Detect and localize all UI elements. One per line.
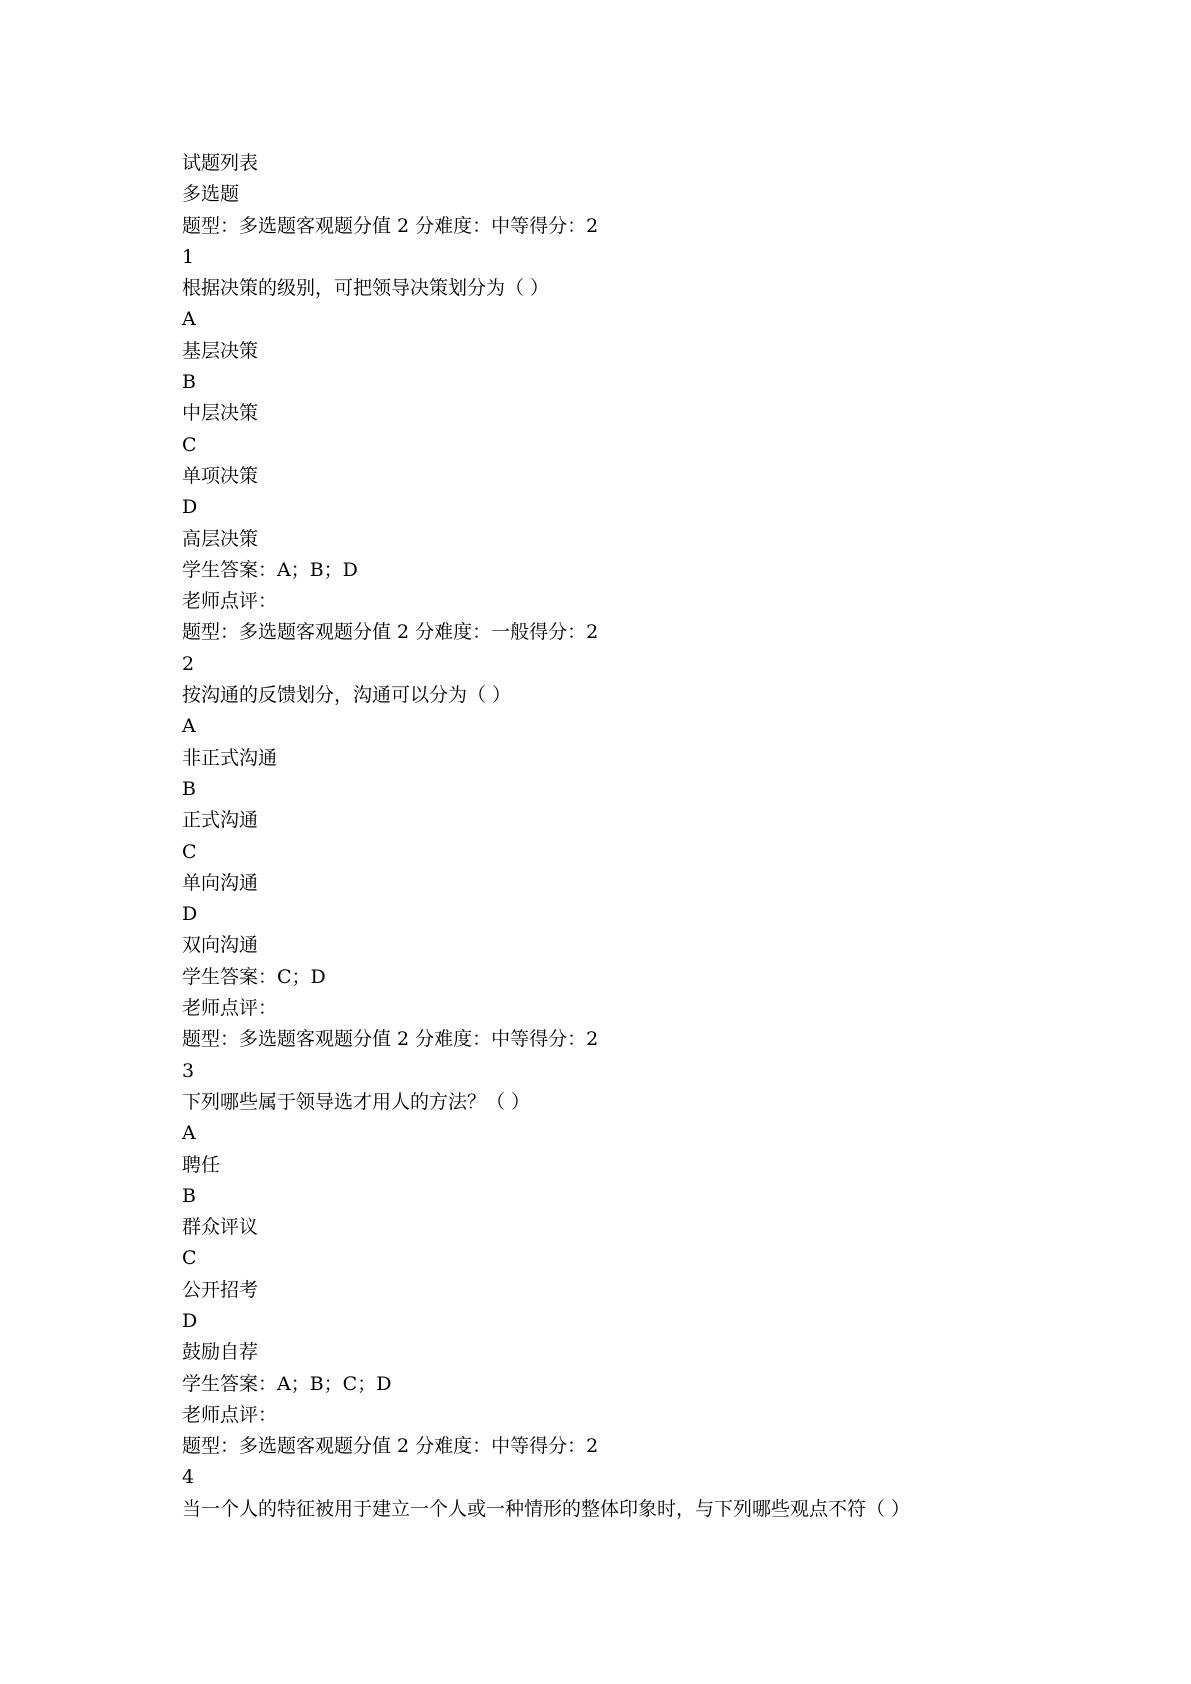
option-text: 双向沟通 — [182, 934, 259, 957]
option-letter: B — [182, 1184, 196, 1207]
option-letter: D — [182, 903, 198, 926]
question-stem: 下列哪些属于领导选才用人的方法？（ ） — [182, 1090, 531, 1113]
option-letter: B — [182, 777, 196, 800]
document-body — [182, 148, 1042, 1525]
option-text: 公开招考 — [182, 1278, 259, 1301]
question-block — [182, 1431, 1042, 1525]
option-text: 中层决策 — [182, 402, 259, 425]
question-meta: 题型：多选题客观题分值 2 分难度：中等得分：2 — [182, 1435, 599, 1458]
option-text: 高层决策 — [182, 527, 259, 550]
teacher-comment: 老师点评： — [182, 997, 278, 1020]
question-block — [182, 1024, 1042, 1431]
option-text: 基层决策 — [182, 339, 259, 362]
question-stem: 当一个人的特征被用于建立一个人或一种情形的整体印象时，与下列哪些观点不符（ ） — [182, 1497, 911, 1520]
question-meta: 题型：多选题客观题分值 2 分难度：中等得分：2 — [182, 1028, 599, 1051]
question-meta: 题型：多选题客观题分值 2 分难度：中等得分：2 — [182, 214, 599, 237]
student-answer: 学生答案：A；B；C；D — [182, 1372, 392, 1395]
option-text: 群众评议 — [182, 1216, 259, 1239]
option-letter: A — [182, 308, 196, 331]
option-letter: D — [182, 496, 198, 519]
question-block — [182, 617, 1042, 1024]
option-letter: A — [182, 715, 196, 738]
student-answer: 学生答案：A；B；D — [182, 558, 358, 581]
teacher-comment: 老师点评： — [182, 590, 278, 613]
option-text: 聘任 — [182, 1153, 221, 1176]
option-text: 鼓励自荐 — [182, 1341, 259, 1364]
section-title: 多选题 — [182, 183, 240, 206]
question-number: 4 — [182, 1466, 195, 1489]
question-number: 2 — [182, 652, 195, 675]
question-meta: 题型：多选题客观题分值 2 分难度：一般得分：2 — [182, 621, 599, 644]
option-letter: C — [182, 840, 197, 863]
student-answer: 学生答案：C；D — [182, 965, 326, 988]
teacher-comment: 老师点评： — [182, 1403, 278, 1426]
option-letter: C — [182, 433, 197, 456]
question-number: 3 — [182, 1059, 195, 1082]
question-block — [182, 211, 1042, 618]
option-letter: C — [182, 1247, 197, 1270]
question-number: 1 — [182, 245, 195, 268]
question-stem: 根据决策的级别，可把领导决策划分为（ ） — [182, 277, 550, 300]
option-text: 非正式沟通 — [182, 746, 278, 769]
list-title: 试题列表 — [182, 152, 259, 174]
option-text: 正式沟通 — [182, 809, 259, 832]
option-letter: A — [182, 1122, 196, 1145]
option-letter: D — [182, 1309, 198, 1332]
option-text: 单项决策 — [182, 464, 259, 487]
option-letter: B — [182, 371, 196, 394]
question-stem: 按沟通的反馈划分，沟通可以分为（ ） — [182, 684, 512, 707]
option-text: 单向沟通 — [182, 871, 259, 894]
